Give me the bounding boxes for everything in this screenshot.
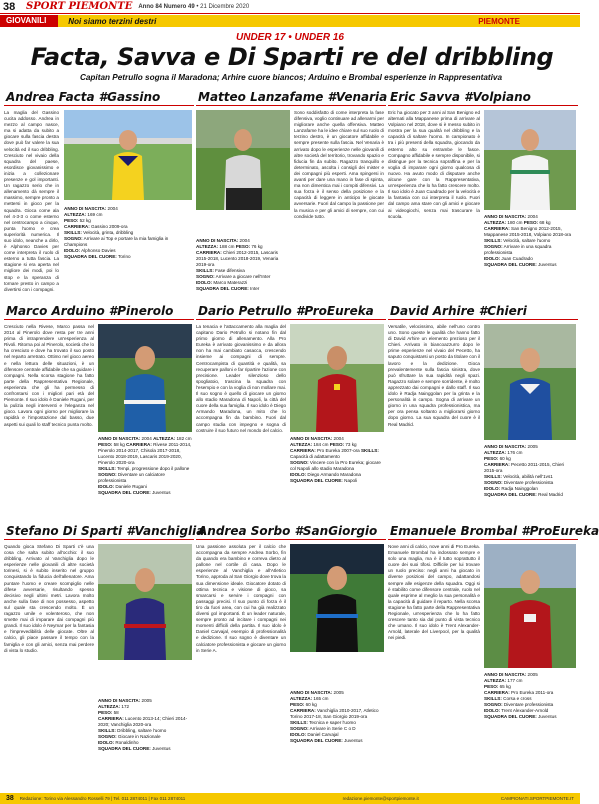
player-photo <box>64 110 192 200</box>
footer-email: redazione.piemonte@sportpiemonte.it <box>342 796 419 801</box>
player-photo-illustration <box>290 324 384 432</box>
article-headline: Facta, Savva e Di Sparti re del dribbling <box>30 43 554 71</box>
section-title: Noi siamo terzini destri <box>68 16 157 26</box>
player-photo-illustration <box>484 110 576 210</box>
footer-address: Redazione: Torino via Alessandro Rosselli 79 | Tel. 011 2874011 | Fax 011 2874011 <box>19 796 186 801</box>
stat-weight: PESO: 60 kg <box>484 456 511 461</box>
player-photo-illustration <box>98 324 192 432</box>
stat-birth: ANNO DI NASCITA: 2005 <box>484 672 538 677</box>
player-card-brombal <box>388 522 599 790</box>
player-bio: Eric ha giocato per 3 anni al San Benigno ed alternati alla Mappanese prima di arrivare al Volpiano nel 2018, dove si è messo subito in mostra per la sua qualità nel dribbling e la capacità di saltare l'uomo. In campionato è tra i più presenti della squadra, giocando da esterno alto su entrambe le fasce. Compagno affidabile e sempre disponibile, si distingue per la tecnica sopraffina e per la voglia di imparare ogni giorno qualcosa di nuovo. Ha avuto modo di disputare anche alcune gare con la Rappresentativa, un'esperienza che lo ha fatto crescere molto. Il suo idolo è Juan Cuadrado per la velocità e la fantasia con cui interpreta il ruolo. Fuori dal campo ama stare con gli amici e giocare ai videogiochi, senza mai trascurare la scuola. <box>388 110 480 219</box>
stat-weight: PESO: 52 kg <box>64 218 91 223</box>
stat-dream: SOGNO: Diventare professionista <box>484 480 554 485</box>
stat-team: SQUADRA DEL CUORE: Juventus <box>484 714 557 719</box>
footer-page-number: 38 <box>6 795 14 802</box>
player-stats <box>290 690 384 744</box>
stat-career: CARRIERA: Pro Eureka 2011-ora <box>484 690 554 695</box>
stat-skills: SKILLS: Tecnica e saper l'uomo <box>290 720 356 725</box>
stat-height: ALTEZZA: 172 <box>98 704 130 709</box>
stat-team: SQUADRA DEL CUORE: Juventus <box>484 262 557 267</box>
region-label: PIEMONTE <box>478 16 520 26</box>
player-name: Andrea Facta #Gassino <box>4 88 194 106</box>
player-photo <box>98 324 192 432</box>
player-stats <box>484 444 576 498</box>
stat-dream: SOGNO: Diventare professionista <box>484 702 554 707</box>
player-name: Andrea Sorbo #SanGiorgio <box>196 522 386 540</box>
stat-dream: SOGNO: Arrivare a giocare nell'Inter <box>196 274 271 279</box>
stat-height: ALTEZZA: 177 cm <box>484 678 523 683</box>
page-header <box>0 0 580 14</box>
player-photo-illustration <box>64 110 192 200</box>
player-photo <box>196 110 290 210</box>
player-bio: Una passione assoluta per il calcio che accompagna da sempre Andrea Sorbo, fin da quando era bambino e correva dietro al pallone nel cortile di casa. Dopo le esperienze al Vanchiglia e all'Atletico Torino, approda al San Giorgio dove trova la sua dimensione ideale. Giocatore dotato di ottima tecnica e visione di gioco, sa smarcarsi e servire i compagni con passaggi precisi. Il suo punto di forza è il tiro da fuori area, con cui ha già realizzato diversi gol importanti. È un leader naturale, sempre pronto ad incitare i compagni nei momenti difficili della partita. Il suo idolo è Daniel Carvajal, esempio di professionalità e dedizione. Il suo sogno è diventare un calciatore professionista e giocare un giorno in Serie A. <box>196 544 286 653</box>
player-card-lanzafame <box>196 88 386 294</box>
stat-skills: SKILLS: Corsa e cross <box>484 696 532 701</box>
stat-idol: IDOLO: Juan Cuadrado <box>484 256 533 261</box>
player-photo-illustration <box>290 544 384 652</box>
stat-height: ALTEZZA: 188 cm PESO: 76 kg <box>196 244 263 249</box>
stat-idol: IDOLO: Diego Armando Maradona <box>290 472 361 477</box>
player-card-disparti <box>4 522 205 790</box>
player-card-sorbo <box>196 522 386 790</box>
player-photo <box>484 544 576 668</box>
footer-website: CAMPIONATI.SPORTPIEMONTE.IT <box>500 796 575 801</box>
stat-career: CARRIERA: San Benigno 2012-2015, Mappanese 2015-2018, Volpiano 2018-ora <box>484 226 572 237</box>
stat-dream: SOGNO: Vincere con la Pro Eureka; giocare col Napoli allo stadio Maradona <box>290 460 381 471</box>
page-number: 38 <box>3 0 16 13</box>
player-name: David Arhire #Chieri <box>388 302 578 320</box>
stat-height: ALTEZZA: 165 cm <box>290 696 329 701</box>
stat-weight: PESO: 60 kg <box>290 702 317 707</box>
stat-career: CARRIERA: Vanchiglia 2010-2017, Atletico Torino 2017-18, San Giorgio 2019-ora <box>290 708 379 719</box>
stat-idol: IDOLO: Daniel Carvajal <box>290 732 339 737</box>
stat-skills: SKILLS: Fase difensiva <box>196 268 245 273</box>
player-photo-illustration <box>98 544 192 660</box>
stat-team: SQUADRA DEL CUORE: Real Madrid <box>484 492 563 497</box>
page-footer <box>0 793 580 804</box>
stat-height: ALTEZZA: 180 cm PESO: 68 kg <box>484 220 551 225</box>
player-card-savva <box>388 88 578 294</box>
stat-weight: PESO: 65 kg <box>484 684 511 689</box>
newspaper-logo: SPORT PIEMONTE <box>26 1 133 12</box>
player-stats <box>484 214 576 268</box>
stat-idol: IDOLO: Alphonso Davies <box>64 248 116 253</box>
player-name: Dario Petrullo #ProEureka <box>196 302 386 320</box>
stat-birth: ANNO DI NASCITA: 2005 <box>290 690 344 695</box>
stat-idol: IDOLO: Ronaldinho <box>98 740 139 745</box>
issue-number: Anno 84 Numero 49 <box>138 3 195 10</box>
stat-height: ALTEZZA: 184 cm PESO: 73 kg <box>290 442 357 447</box>
player-photo <box>484 324 576 440</box>
player-bio: Quando gioca Stefano Di Sparti c'è una cosa che salta subito all'occhio: il suo dribbling. Arrivato al Vanchiglia dopo le esperienze nelle giovanili di altre società torinesi, si è subito inserito nel gruppo conquistando la fiducia dell'allenatore. Ama puntare l'uomo e creare scompiglio nelle difese avversarie, risultando spesso decisivo negli ultimi metri. Lavora molto anche sulla fase di non possesso, aspetto sul quale sta crescendo molto. È un ragazzo umile e volenteroso, che non smette mai di imparare dai compagni più grandi. Il suo idolo è Neymar per la fantasia e l'imprevedibilità delle giocate. Oltre al calcio, gli piace passare il tempo con la famiglia e con gli amici, senza mai perdere di vista lo studio. <box>4 544 94 653</box>
player-name: Matteo Lanzafame #Venaria <box>198 90 388 104</box>
stat-birth: ANNO DI NASCITA: 2004 <box>196 238 250 243</box>
player-stats <box>98 436 192 496</box>
stat-birth: ANNO DI NASCITA: 2004 ALTEZZA: 182 cm <box>98 436 192 441</box>
player-photo <box>290 324 384 432</box>
player-name: Emanuele Brombal #ProEureka <box>390 524 599 538</box>
stat-idol: IDOLO: Daniele Rugani <box>98 484 147 489</box>
player-bio: Nove anni di calcio, nove anni di Pro Eureka. Emanuele Brombal ha indossato sempre e solo una maglia, ma è il tutto soprattutto il cuore dei suoi tifosi. Difficile per lui trovare un ruolo preciso: negli anni ha giocato in diverse posizioni del campo, adattandosi sempre alle esigenze della squadra. Oggi si è stabilito come difensore centrale, ruolo nel quale esprime al meglio la sua personalità e la capacità di guidare il reparto. Nella scorsa stagione ha fatto parte della Rappresentativa Regionale, un'esperienza che lo ha fatto crescere tanto sia dal punto di vista tecnico che umano. Il suo idolo è Trent Alexander-Arnold, laterale del Liverpool, per la qualità nei piedi. <box>388 544 480 641</box>
stat-career: CARRIERA: Lucento 2013-14; Chieri 2014-2020; Vanchiglia 2020-ora <box>98 716 188 727</box>
stat-career: CARRIERA: Pro Eureka 2007-ora SKILLS: Capacità di adattamento <box>290 448 379 459</box>
stat-team: SQUADRA DEL CUORE: Juventus <box>98 746 171 751</box>
stat-dream: SOGNO: Arrivare in una squadra professionista <box>484 244 552 255</box>
stat-dream: SOGNO: Arrivare ai Top e portare la mia famiglia in Champions <box>64 236 169 247</box>
stat-skills: SKILLS: Velocità, saltare l'uomo <box>484 238 551 243</box>
player-photo-illustration <box>484 324 576 440</box>
stat-skills: SKILLS: Tempi, progressione dopo il pallone <box>98 466 190 471</box>
player-bio: La tenacia e l'attaccamento alla maglia del capitano Dario Petrullo si notano fin dal primo giorno di allenamento. Alla Pro Eureka è arrivato giovanissimo e da allora non ha mai cambiato casacca, crescendo insieme ai compagni di sempre. Centrocampista di quantità e qualità, sa recuperare palloni e far ripartire l'azione con precisione. Leader silenzioso dello spogliatoio, trascina la squadra con l'esempio e con la voglia di non mollare mai. Il suo sogno è quello di giocare un giorno allo stadio Maradona di Napoli, la città del cuore della sua famiglia. Il suo idolo è Diego Armando Maradona, un mito che lo accompagna fin da bambino. Fuori dal campo studia con impegno e sogna di costruire il suo futuro nel mondo del calcio. <box>196 324 286 433</box>
stat-career: PESO: 58 kg CARRIERA: Rivese 2011-2014, Pinerolo 2014-2017, Chisola 2017-2018, Lucento 2018-2019, Lascaris 2019-2020, Pinerolo 2020-ora <box>98 442 192 465</box>
stat-birth: ANNO DI NASCITA: 2005 <box>484 444 538 449</box>
stat-career: CARRIERA: Pecetto 2011-2015, Chieri 2015-ora <box>484 462 565 473</box>
stat-dream: SOGNO: Diventare un calciatore professionista <box>98 472 165 483</box>
player-stats <box>290 436 384 484</box>
player-photo-illustration <box>196 110 290 210</box>
player-photo <box>484 110 576 210</box>
stat-skills: SKILLS: Velocità, grinta, dribbling <box>64 230 134 235</box>
issue-date: • 21 Dicembre 2020 <box>194 3 250 10</box>
stat-birth: ANNO DI NASCITA: 2004 <box>64 206 118 211</box>
player-stats <box>484 672 576 720</box>
player-card-arhire <box>388 302 578 516</box>
player-photo-illustration <box>484 544 576 668</box>
player-bio: La maglia del Gassino cucita addosso. Andrea in mezzo al campo nasce, ma si adatta da subito a giocare sulla fascia destra dove può far valere la sua velocità ed il suo dribbling. Cresciuto nel vivaio della squadra del paese, esordisce giovanissimo e inizia a collezionare presenze e gol importanti. Un ragazzo serio che in allenamento dà sempre il massimo, sempre pronto a mettersi in gioco per la squadra. Gioca come ala nel 4-3-3 o come esterno nel centrocampo a cinque, punta l'uomo e crea superiorità numerica. Il suo idolo, neanche a dirlo, è Alphonso Davies per come interpreta il ruolo di esterno a tutta fascia. La stagione si era aperta nel migliore dei modi, poi lo stop e la speranza di tornare presto in campo a divertirsi con i compagni. <box>4 110 59 292</box>
player-card-facta <box>4 88 194 294</box>
stat-idol: IDOLO: Marco Materazzi <box>196 280 248 285</box>
player-photo <box>290 544 384 652</box>
stat-weight: PESO: 58 <box>98 710 119 715</box>
player-name: Stefano Di Sparti #Vanchiglia <box>6 524 205 538</box>
stat-career: CARRIERA: Chieri 2012-2015, Lascaris 2015-2018, Lucento 2018-2019, Venaria 2019-ora <box>196 250 279 267</box>
article-subhead: Capitan Petrullo sogna il Maradona; Arhire cuore biancos; Arduino e Brombal esperienze in Rappresentativa <box>79 73 503 82</box>
stat-idol: IDOLO: Trent Alexander-Arnold <box>484 708 549 713</box>
player-card-arduino <box>4 302 194 516</box>
stat-dream: SOGNO: Giocare in Nazionale <box>98 734 161 739</box>
player-photo <box>98 544 192 660</box>
player-name: Eric Savva #Volpiano <box>388 88 578 106</box>
article-kicker: UNDER 17 • UNDER 16 <box>236 32 344 43</box>
section-bar <box>0 15 580 27</box>
stat-dream: SOGNO: Arrivare in Serie C o D <box>290 726 356 731</box>
stat-team: SQUADRA DEL CUORE: Juventus <box>290 738 363 743</box>
stat-team: SQUADRA DEL CUORE: Napoli <box>290 478 358 483</box>
player-card-petrullo <box>196 302 386 516</box>
stat-idol: IDOLO: Radja Nainggolan <box>484 486 538 491</box>
player-bio: Sono soddisfatto di come interpreta la fase difensiva, voglio continuare ad allenarmi per migliorare anche quella offensiva. Matteo Lanzafame ha le idee chiare sul suo ruolo di terzino destro, è un giocatore affidabile e sempre presente sulla fascia. Nel Venaria è arrivato dopo le esperienze nelle giovanili di altre società del territorio, trovando spazio e fiducia fin da subito. Ragazzo tranquillo e determinato, ascolta i consigli dei mister e dei compagni più esperti. Ama spingersi in avanti per dare una mano in fase di spinta, ma non dimentica mai i compiti difensivi. La sua forza è il senso della posizione e la capacità di leggere in anticipo le giocate avversarie. Fuori dal campo la passione per la musica e per gli amici di sempre, con cui condivide tutto. <box>294 110 384 219</box>
player-stats <box>64 206 192 260</box>
stat-team: SQUADRA DEL CUORE: Inter <box>196 286 260 291</box>
stat-birth: ANNO DI NASCITA: 2004 <box>290 436 344 441</box>
stat-team: SQUADRA DEL CUORE: Torino <box>64 254 131 259</box>
stat-career: CARRIERA: Gassino 2009-ora <box>64 224 128 229</box>
stat-skills: SKILLS: Velocità, abilità nell'1vs1 <box>484 474 553 479</box>
stat-height: ALTEZZA: 176 cm <box>484 450 523 455</box>
player-bio: Cresciuto nella Rivese, Marco passa nel 2014 al Pinerolo dove resta per tre anni prima di intraprendere un'esperienza al Rivoli. Ritorna poi al Pinerolo, società che lo ha cresciuto e dove ha trovato il suo posto nel reparto arretrato. Ottimo nel gioco aereo e nella lettura delle situazioni, è un difensore centrale affidabile che sa guidare i compagni. Nella scorsa stagione ha fatto parte della Rappresentativa Regionale, esperienza che gli ha permesso di confrontarsi con i migliori pari età del Piemonte. Il suo idolo è Daniele Rugani, per la pulizia negli interventi e l'eleganza nel gioco. Lavora ogni giorno per migliorare la rapidità e l'impostazione dal basso, due aspetti sui quali lo staff tecnico punta molto. <box>4 324 94 427</box>
player-stats <box>98 698 192 752</box>
section-label: GIOVANILI <box>0 15 58 27</box>
stat-skills: SKILLS: Dribbling, saltare l'uomo <box>98 728 167 733</box>
stat-team: SQUADRA DEL CUORE: Juventus <box>98 490 171 495</box>
stat-birth: ANNO DI NASCITA: 2004 <box>484 214 538 219</box>
issue-info <box>138 4 249 10</box>
player-name: Marco Arduino #Pinerolo <box>4 302 194 320</box>
player-stats <box>196 238 290 292</box>
stat-height: ALTEZZA: 169 cm <box>64 212 103 217</box>
player-bio: Versatile, velocissimo, abile nell'uno contro uno. Sono queste le qualità che hanno fatto di David Arhire un elemento prezioso per il Chieri. Arrivato in biancoazzurro dopo le prime esperienze nel vivaio del Pecetto, ha saputo conquistarsi un posto da titolare con il lavoro e la dedizione. Gioca prevalentemente sulla fascia sinistra, dove può sfruttare la sua rapidità negli spazi. Ragazzo solare e sempre sorridente, è molto apprezzato dai compagni e dallo staff. Il suo idolo è Radja Nainggolan per la grinta e la personalità in campo. Sogna di arrivare un giorno in una squadra professionistica, ma per ora pensa soltanto a migliorarsi giorno dopo giorno. La sua squadra del cuore è il Real Madrid. <box>388 324 480 427</box>
stat-birth: ANNO DI NASCITA: 2005 <box>98 698 152 703</box>
